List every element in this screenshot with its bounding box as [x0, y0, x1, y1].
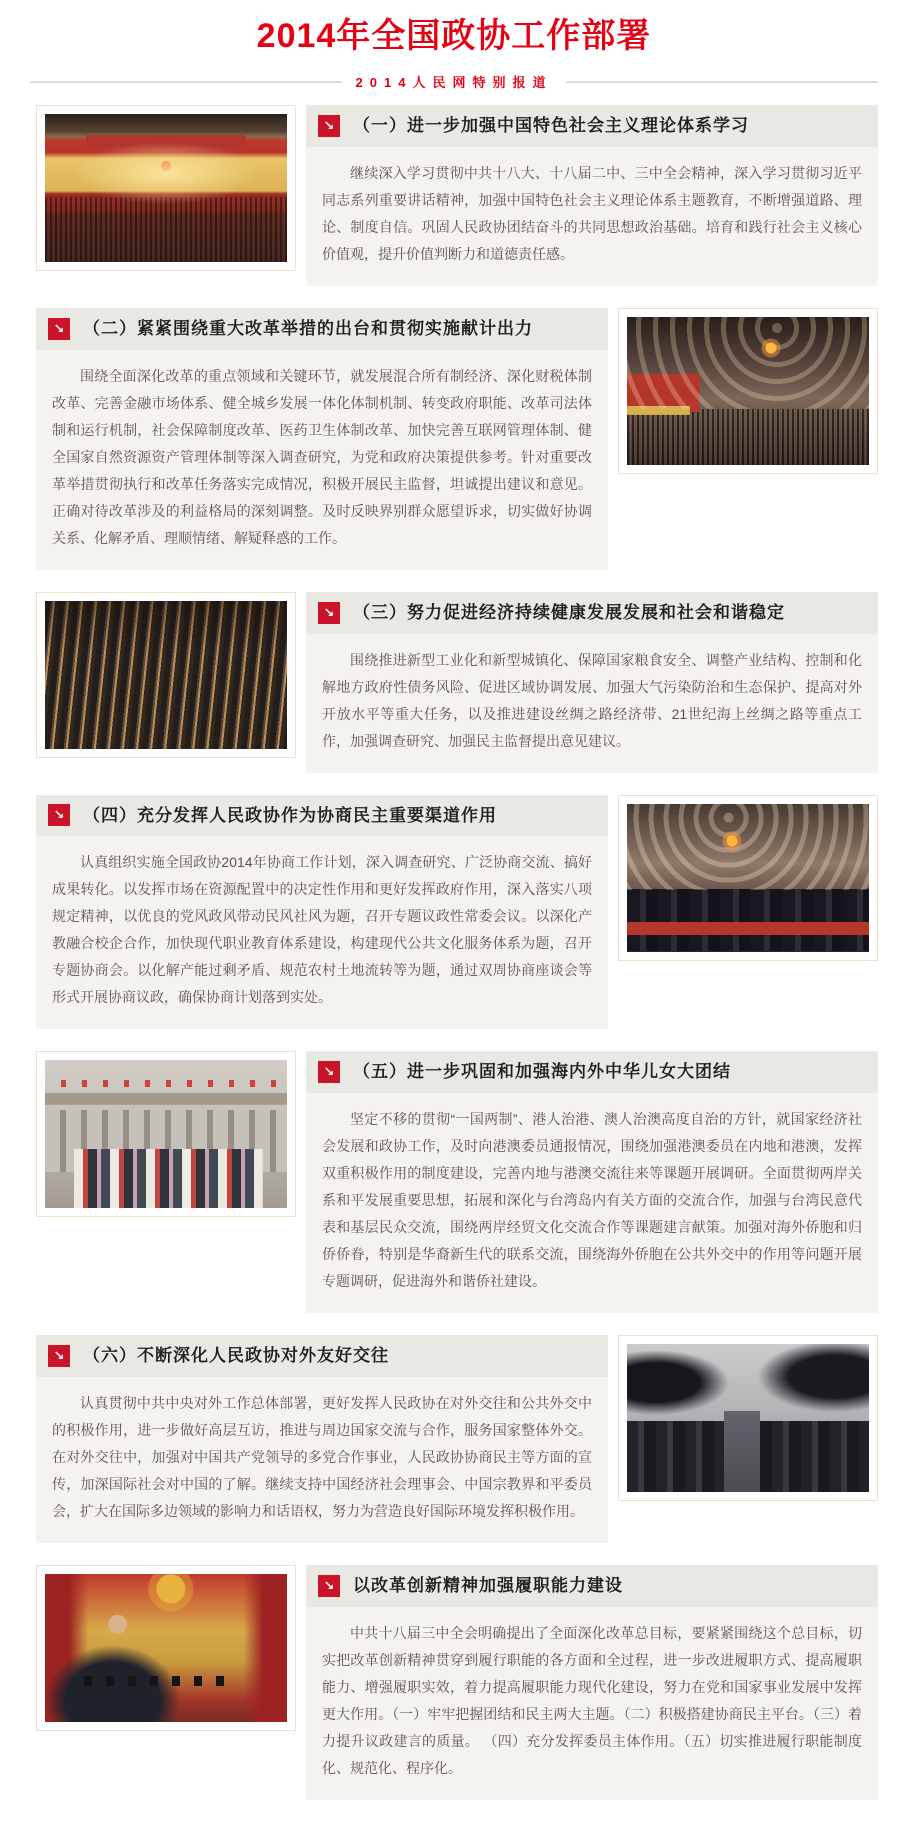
section-6: [36, 1335, 878, 1543]
subtitle-row: [30, 72, 878, 91]
photo-minority-delegates: [45, 1060, 287, 1208]
masthead: [0, 0, 908, 91]
section-7-body: 中共十八届三中全会明确提出了全面深化改革总目标，要紧紧围绕这个总目标，切实把改革创新精神贯穿到履行职能的各方面和全过程，进一步改进履职方式、提高履职能力、增强履职实效，着力提高履职能力现代化建设，努力在党和国家事业发展中发挥更大作用。（一）牢牢把握团结和民主两大主题。（二）积极搭建协商民主平台。（三）着力提升议政建言的质量。 （四）充分发挥委员主体作用。（五）切实推进履行职能制度化、规范化、程序化。: [322, 1624, 862, 1776]
photo-journalists-interview: [627, 1344, 869, 1492]
section-2-header: [36, 308, 608, 350]
section-5-title: （五）进一步巩固和加强海内外中华儿女大团结: [353, 1062, 731, 1082]
section-7: [36, 1565, 878, 1800]
arrow-down-right-icon: ↘: [48, 1345, 70, 1367]
section-7-header: [306, 1565, 878, 1607]
arrow-down-right-icon: ↘: [318, 602, 340, 624]
section-1-photo-frame: [36, 105, 296, 271]
section-2-title: （二）紧紧围绕重大改革举措的出台和贯彻实施献计出力: [83, 318, 533, 338]
photo-delegates-rows: [45, 601, 287, 749]
subtitle-text: 2014人民网特别报道: [355, 75, 553, 91]
section-3-panel: [306, 592, 878, 773]
section-4-body: 认真组织实施全国政协2014年协商工作计划，深入调查研究、广泛协商交流、搞好成果转化。以发挥市场在资源配置中的决定性作用和更好发挥政府作用，深入落实八项规定精神，以优良的党风政风带动民风社风为题，召开专题议政性常委会议。以深化产教融合校企合作，加快现代职业教育体系建设，构建现代公共文化服务体系为题，召开专题协商会。以化解产能过剩矛盾、规范农村土地流转等为题，通过双周协商座谈会等形式开展协商议政，确保协商计划落到实处。: [52, 854, 592, 1006]
arrow-down-right-icon: ↘: [318, 1061, 340, 1083]
section-5-body: 坚定不移的贯彻“一国两制”、港人治港、澳人治澳高度自治的方针，就国家经济社会发展和政协工作，及时向港澳委员通报情况，围绕加强港澳委员在内地和港澳，发挥双重积极作用的制度建设，完善内地与港澳交流往来等课题开展调研。全面贯彻两岸关系和平发展重要思想，拓展和深化与台湾岛内有关方面的交流合作，加强与台湾民意代表和基层民众交流，围绕两岸经贸文化交流合作等课题建言献策。加强对海外侨胞和归侨侨眷，特别是华裔新生代的联系交流，围绕海外侨胞在公共外交中的作用等问题开展专题调研，促进海外和谐侨社建设。: [322, 1111, 862, 1290]
section-5: [36, 1051, 878, 1313]
section-4-panel: [36, 795, 608, 1030]
section-6-body: 认真贯彻中共中央对外工作总体部署，更好发挥人民政协在对外交往和公共外交中的积极作用，进一步做好高层互访，推进与周边国家交流与合作，服务国家整体外交。在对外交往中，加强对中国共产党领导的多党合作事业，人民政协协商民主等方面的宣传，加深国际社会对中国的了解。继续支持中国经济社会理事会、中国宗教界和平委员会，扩大在国际多边领域的影响力和话语权，努力为营造良好国际环境发挥积极作用。: [52, 1394, 592, 1519]
photo-delegates-under-dome: [627, 804, 869, 952]
section-5-panel: [306, 1051, 878, 1313]
section-4: [36, 795, 878, 1030]
content: [0, 105, 908, 1848]
section-6-title: （六）不断深化人民政协对外友好交往: [83, 1346, 389, 1366]
section-4-header: [36, 795, 608, 837]
section-2: [36, 308, 878, 570]
section-1-title: （一）进一步加强中国特色社会主义理论体系学习: [353, 116, 749, 136]
photo-leader-at-podium: [45, 1574, 287, 1722]
section-6-header: [36, 1335, 608, 1377]
section-3: [36, 592, 878, 773]
section-7-photo-frame: [36, 1565, 296, 1731]
section-2-panel: [36, 308, 608, 570]
arrow-down-right-icon: ↘: [48, 318, 70, 340]
section-2-body: 围绕全面深化改革的重点领域和关键环节，就发展混合所有制经济、深化财税体制改革、完善金融市场体系、健全城乡发展一体化体制机制、转变政府职能、改革司法体制和运行机制，社会保障制度改革、医药卫生体制改革、加快完善互联网管理体制、健全国家自然资源资产管理体制等深入调查研究，为党和政府决策提供参考。针对重要改革举措贯彻执行和改革任务落实完成情况，积极开展民主监督，坦诚提出建议和意见。正确对待改革涉及的利益格局的深刻调整。及时反映界别群众愿望诉求，切实做好协调关系、化解矛盾、理顺情绪、解疑释惑的工作。: [52, 367, 592, 546]
arrow-down-right-icon: ↘: [48, 804, 70, 826]
section-6-photo-frame: [618, 1335, 878, 1501]
section-3-header: [306, 592, 878, 634]
section-7-title: 以改革创新精神加强履职能力建设: [353, 1575, 623, 1595]
subtitle-left-rule: [30, 81, 342, 83]
section-3-body: 围绕推进新型工业化和新型城镇化、保障国家粮食安全、调整产业结构、控制和化解地方政府性债务风险、促进区域协调发展、加强大气污染防治和生态保护、提高对外开放水平等重大任务，以及推进建设丝绸之路经济带、21世纪海上丝绸之路等重点工作，加强调查研究、加强民主监督提出意见建议。: [322, 651, 862, 749]
section-1-header: [306, 105, 878, 147]
section-1: [36, 105, 878, 286]
section-2-photo-frame: [618, 308, 878, 474]
section-6-panel: [36, 1335, 608, 1543]
subtitle-right-rule: [566, 81, 878, 83]
section-1-panel: [306, 105, 878, 286]
section-1-body: 继续深入学习贯彻中共十八大、十八届二中、三中全会精神，深入学习贯彻习近平同志系列重要讲话精神，加强中国特色社会主义理论体系主题教育，不断增强道路、理论、制度自信。巩固人民政协团结奋斗的共同思想政治基础。培育和践行社会主义核心价值观，提升价值判断力和道德责任感。: [322, 164, 862, 262]
section-3-photo-frame: [36, 592, 296, 758]
section-7-panel: [306, 1565, 878, 1800]
arrow-down-right-icon: ↘: [318, 115, 340, 137]
section-4-photo-frame: [618, 795, 878, 961]
photo-hall-dome-wide: [627, 317, 869, 465]
page-title: 2014年全国政协工作部署: [256, 17, 652, 55]
photo-plenary-stage: [45, 114, 287, 262]
arrow-down-right-icon: ↘: [318, 1575, 340, 1597]
section-4-title: （四）充分发挥人民政协作为协商民主重要渠道作用: [83, 805, 497, 825]
section-5-header: [306, 1051, 878, 1093]
section-5-photo-frame: [36, 1051, 296, 1217]
section-3-title: （三）努力促进经济持续健康发展发展和社会和谐稳定: [353, 602, 785, 622]
